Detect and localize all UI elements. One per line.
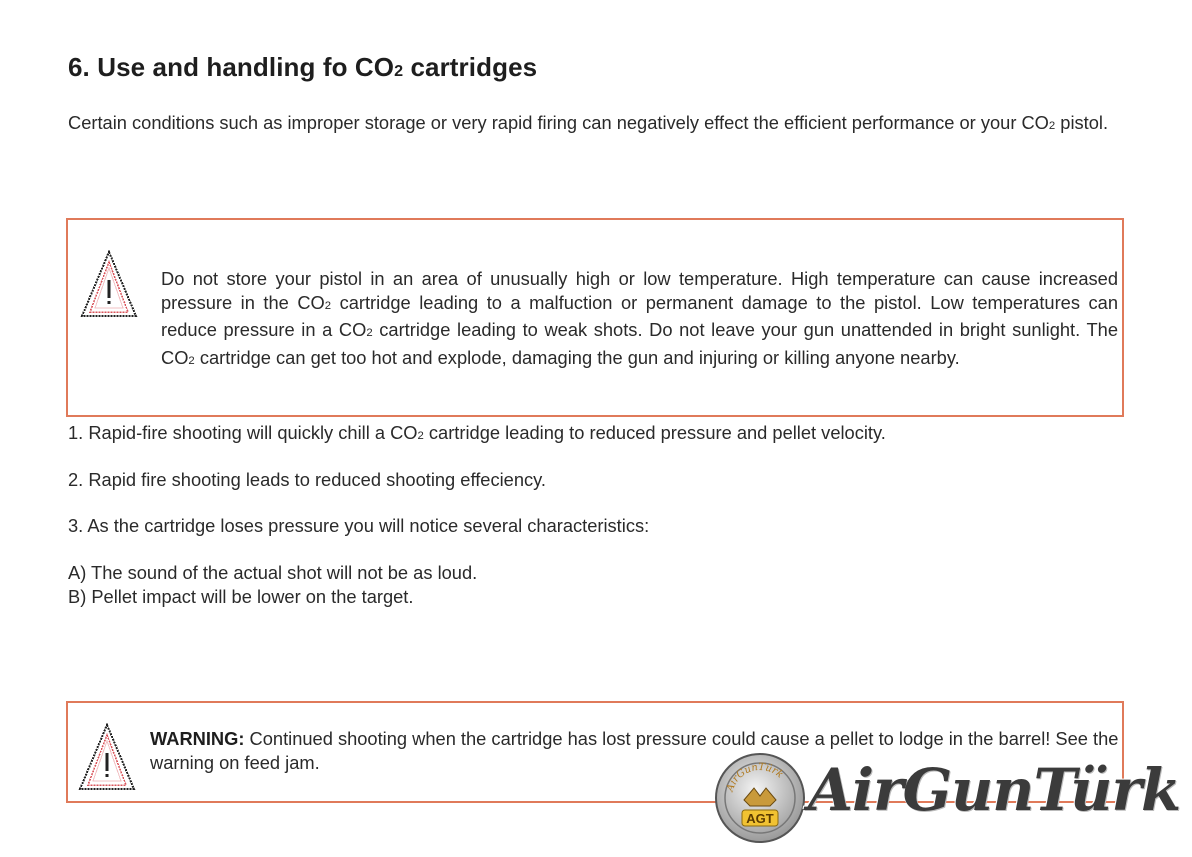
list-item-3: 3. As the cartridge loses pressure you will notice several characteristics:: [68, 515, 650, 536]
watermark-wordmark: AirGunTürk: [808, 756, 1181, 824]
caution-text: Do not store your pistol in an area of unusually high or low temperature. High temperature can cause increased pressure in the CO2 cartridge leading to a malfuction or permanent damage to the pistol. Low temperatures can reduce pressure in a CO2 cartridge leading to weak shots. Do not leave your gun unattended in bright sunlight. The CO2 cartridge can get too hot and explode, damaging the gun and injuring or killing anyone nearby.: [161, 268, 1118, 368]
warning-triangle-icon: [80, 250, 138, 325]
intro-paragraph: Certain conditions such as improper storage or very rapid firing can negatively effect the efficient performance or your CO2 pistol.: [68, 112, 1109, 133]
warning-text: WARNING: Continued shooting when the cartridge has lost pressure could cause a pellet to lodge in the barrel! See the warning on feed jam.: [150, 728, 1119, 773]
list-item-1: 1. Rapid-fire shooting will quickly chill a CO2 cartridge leading to reduced pressure and pellet velocity.: [68, 422, 886, 443]
warning-label: WARNING:: [150, 728, 245, 749]
svg-text:AirGunTürk: AirGunTürk: [724, 761, 786, 793]
svg-text:AGT: AGT: [746, 811, 774, 826]
warning-triangle-icon: [77, 723, 137, 798]
watermark-badge: [714, 752, 806, 849]
sub-item-a: A) The sound of the actual shot will not be as loud.: [68, 562, 478, 583]
sub-item-b: B) Pellet impact will be lower on the target.: [68, 586, 414, 607]
list-item-2: 2. Rapid fire shooting leads to reduced shooting effeciency.: [68, 469, 546, 490]
caution-box: [66, 218, 1124, 417]
section-heading: 6. Use and handling fo CO2 cartridges: [68, 52, 538, 82]
